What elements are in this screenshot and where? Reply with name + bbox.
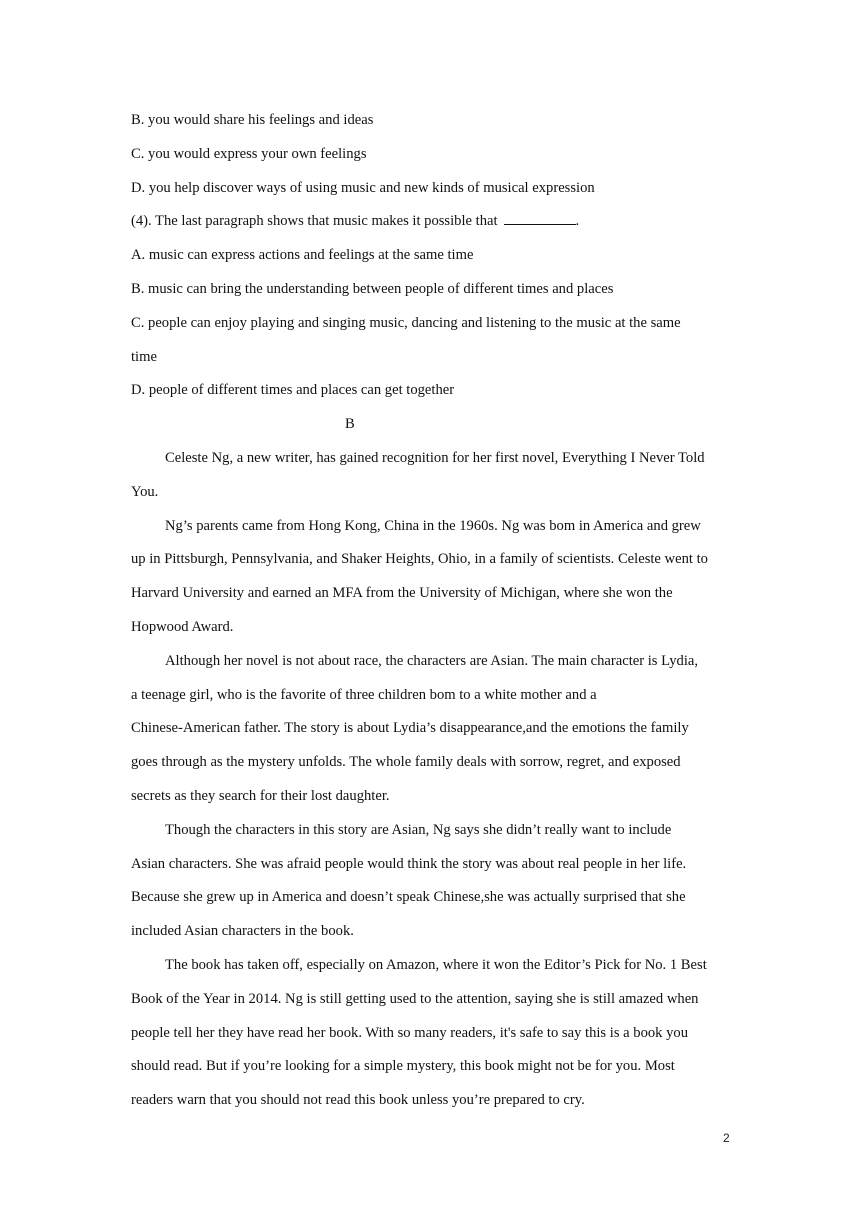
q3-option-b: B. you would share his feelings and ideas [131, 112, 374, 128]
passage-line: readers warn that you should not read this book unless you’re prepared to cry. [131, 1092, 585, 1109]
passage-line: goes through as the mystery unfolds. The whole family deals with sorrow, regret, and exposed [131, 754, 681, 771]
passage-line: people tell her they have read her book. With so many readers, it's safe to say this is a book you [131, 1024, 688, 1041]
q4-option-b: B. music can bring the understanding between people of different times and places [131, 280, 614, 297]
passage-line: Because she grew up in America and doesn’t speak Chinese,she was actually surprised that she [131, 889, 686, 906]
passage-line: secrets as they search for their lost daughter. [131, 787, 390, 804]
passage-line: The book has taken off, especially on Amazon, where it won the Editor’s Pick for No. 1 Best [165, 956, 707, 973]
passage-line: Though the characters in this story are Asian, Ng says she didn’t really want to include [165, 821, 672, 838]
passage-line: Asian characters. She was afraid people would think the story was about real people in her life. [131, 855, 687, 872]
q4-option-d: D. people of different times and places can get together [131, 382, 455, 399]
passage-line: Hopwood Award. [131, 618, 234, 635]
passage-line: Chinese-American father. The story is about Lydia’s disappearance,and the emotions the family [131, 720, 689, 737]
q4-stem: (4). The last paragraph shows that music makes it possible that [131, 213, 498, 230]
section-heading: B [345, 416, 355, 433]
passage-line: Book of the Year in 2014. Ng is still getting used to the attention, saying she is still amazed when [131, 990, 699, 1007]
passage-line: a teenage girl, who is the favorite of three children bom to a white mother and a [131, 686, 597, 703]
q4-option-c: C. people can enjoy playing and singing music, dancing and listening to the music at the same [131, 314, 681, 331]
q3-option-c: C. you would express your own feelings [131, 145, 367, 162]
passage-line: Although her novel is not about race, the characters are Asian. The main character is Lydia, [165, 652, 699, 669]
answer-blank [504, 212, 576, 225]
passage-line: Ng’s parents came from Hong Kong, China in the 1960s. Ng was bom in America and grew [165, 517, 701, 534]
passage-line: should read. But if you’re looking for a simple mystery, this book might not be for you. Most [131, 1058, 675, 1075]
passage-line: Celeste Ng, a new writer, has gained recognition for her first novel, Everything I Never Told [165, 449, 705, 466]
q4-stem-line [131, 205, 741, 239]
q4-option-a: A. music can express actions and feelings at the same time [131, 247, 474, 264]
page-content [131, 104, 741, 1118]
passage-line: You. [131, 483, 159, 500]
passage-line: included Asian characters in the book. [131, 923, 354, 940]
q4-stem-end: . [575, 213, 580, 230]
passage-line: Harvard University and earned an MFA from the University of Michigan, where she won the [131, 585, 673, 602]
passage-line: up in Pittsburgh, Pennsylvania, and Shaker Heights, Ohio, in a family of scientists. Celeste went to [131, 551, 708, 568]
q4-option-c-cont: time [131, 348, 157, 365]
page-number: 2 [723, 1131, 730, 1145]
q3-option-d: D. you help discover ways of using music and new kinds of musical expression [131, 179, 595, 196]
